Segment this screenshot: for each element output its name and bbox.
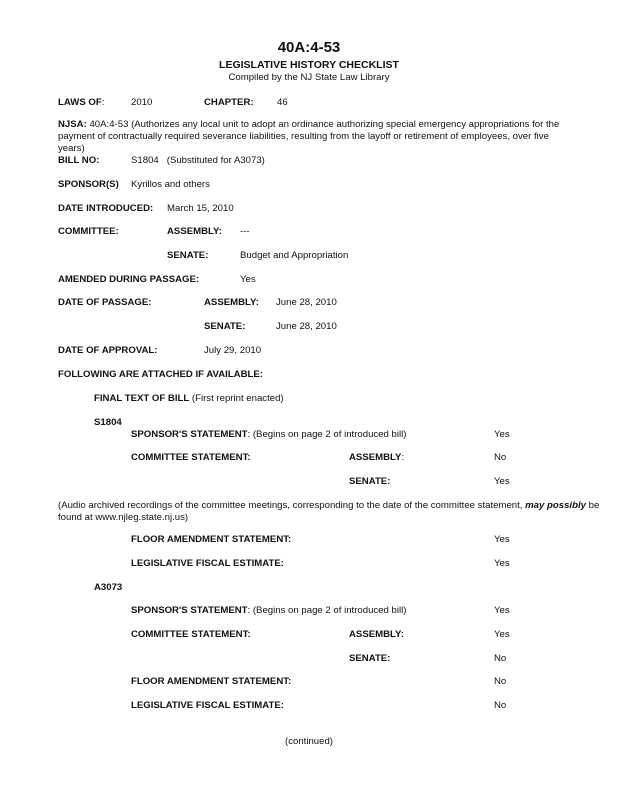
njsa-row [58,119,578,155]
date-of-approval-label: DATE OF APPROVAL: [58,345,158,356]
sponsor-label: SPONSOR(S) [58,179,119,190]
date-introduced-value: March 15, 2010 [167,203,234,214]
s1804-sponsor-value: Yes [494,429,510,440]
audio-note-post: be found at www.njleg.state.nj.us) [58,500,600,523]
date-of-approval-value: July 29, 2010 [204,345,262,356]
compiled-by: Compiled by the NJ State Law Library [228,72,390,83]
passage-assembly-label: ASSEMBLY: [204,297,259,308]
committee-assembly-label: ASSEMBLY: [167,226,222,237]
chapter-value: 46 [277,97,288,108]
date-introduced-label: DATE INTRODUCED: [58,203,154,214]
njsa-label: NJSA: [58,119,87,130]
a3073-fiscal-estimate-label: LEGISLATIVE FISCAL ESTIMATE: [131,700,284,711]
s1804-fiscal-estimate-label: LEGISLATIVE FISCAL ESTIMATE: [131,558,284,569]
bill-no-label: BILL NO: [58,155,100,166]
committee-senate-value: Budget and Appropriation [240,250,349,261]
final-text-note: (First reprint enacted) [191,393,284,404]
a3073-assembly-value: Yes [494,629,510,640]
amended-value: Yes [240,274,256,285]
s1804-sponsor-statement [131,429,406,441]
chapter-label: CHAPTER: [204,97,254,108]
continued-note: (continued) [285,736,333,747]
audio-archive-note [58,500,608,524]
s1804-committee-assembly [349,452,404,464]
a3073-sponsor-label: SPONSOR'S STATEMENT [131,605,248,616]
document-title: LEGISLATIVE HISTORY CHECKLIST [219,59,399,71]
a3073-sponsor-statement [131,605,406,617]
a3073-heading: A3073 [94,582,123,593]
laws-of-colon: : [101,97,105,108]
committee-senate-label: SENATE: [167,250,209,261]
a3073-committee-statement-label: COMMITTEE STATEMENT: [131,629,251,640]
a3073-senate-label: SENATE: [349,653,391,664]
s1804-sponsor-label: SPONSOR'S STATEMENT [131,429,248,440]
s1804-floor-amendment-label: FLOOR AMENDMENT STATEMENT: [131,534,292,545]
amended-label: AMENDED DURING PASSAGE: [58,274,200,285]
final-text-row [94,393,284,405]
laws-of-label: LAWS OF [58,97,102,108]
s1804-committee-statement-label: COMMITTEE STATEMENT: [131,452,251,463]
s1804-assembly-label: ASSEMBLY [349,452,402,463]
passage-assembly-date: June 28, 2010 [276,297,337,308]
s1804-sponsor-note: : (Begins on page 2 of introduced bill) [247,429,407,440]
laws-of-value: 2010 [131,97,153,108]
a3073-sponsor-value: Yes [494,605,510,616]
attached-heading: FOLLOWING ARE ATTACHED IF AVAILABLE: [58,369,263,380]
s1804-floor-amendment-value: Yes [494,534,510,545]
bill-substituted-note: (Substituted for A3073) [166,155,265,166]
date-of-passage-label: DATE OF PASSAGE: [58,297,152,308]
s1804-senate-label: SENATE: [349,476,391,487]
committee-assembly-value: --- [240,226,250,237]
sponsor-value: Kyrillos and others [131,179,210,190]
passage-senate-date: June 28, 2010 [276,321,337,332]
a3073-fiscal-estimate-value: No [494,700,507,711]
final-text-label: FINAL TEXT OF BILL [94,393,190,404]
bill-no-value: S1804 [131,155,159,166]
s1804-senate-value: Yes [494,476,510,487]
njsa-text: 40A:4-53 (Authorizes any local unit to adopt an ordinance authorizing special emergency appropriations for the payment of contractually required severance liabilities, resulting from the layoff or retirement of employees, over five years) [58,119,560,154]
passage-senate-label: SENATE: [204,321,246,332]
a3073-senate-value: No [494,653,507,664]
s1804-assembly-colon: : [401,452,405,463]
laws-of-row [58,97,104,109]
bill-no-row [131,155,265,167]
a3073-floor-amendment-label: FLOOR AMENDMENT STATEMENT: [131,676,292,687]
a3073-sponsor-note: : (Begins on page 2 of introduced bill) [247,605,407,616]
committee-label: COMMITTEE: [58,226,119,237]
s1804-assembly-value: No [494,452,507,463]
s1804-fiscal-estimate-value: Yes [494,558,510,569]
s1804-heading: S1804 [94,417,122,428]
document-code: 40A:4-53 [277,39,341,56]
audio-note-emphasis: may possibly [525,500,586,511]
audio-note-pre: (Audio archived recordings of the committee meetings, corresponding to the date of the committee statement, [58,500,523,511]
a3073-assembly-label: ASSEMBLY: [349,629,404,640]
a3073-floor-amendment-value: No [494,676,507,687]
